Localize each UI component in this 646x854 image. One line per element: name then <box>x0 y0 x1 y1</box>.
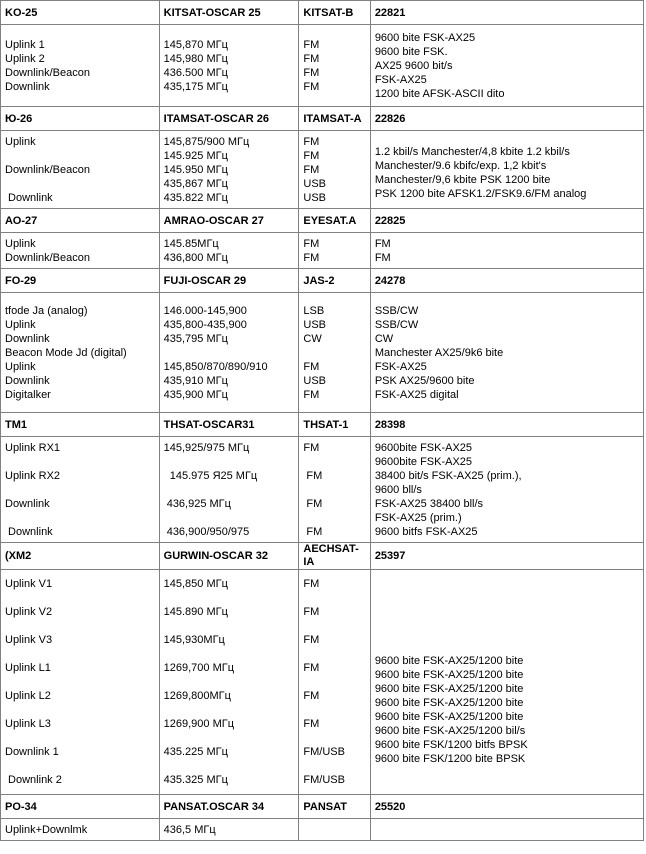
cell-line: PSK AX25/9600 bite <box>374 374 475 387</box>
cell-line: Uplink L2 <box>5 690 51 702</box>
satellite-details-row <box>1 437 644 543</box>
cell-line: Uplink <box>5 360 36 373</box>
satellite-designation: AECHSAT-IA <box>299 543 370 570</box>
cell-line: Uplink RX1 <box>5 441 61 454</box>
satellite-header-row <box>1 107 644 131</box>
cell-line: USB <box>303 191 326 204</box>
frequency-list <box>159 25 299 107</box>
cell-line: Downlink/Beacon <box>5 66 90 79</box>
satellite-name: KITSAT-OSCAR 25 <box>159 1 299 25</box>
mode-list <box>370 819 643 841</box>
link-list <box>1 819 160 841</box>
frequency-list <box>159 131 299 209</box>
cell-line: 1269,800МГц <box>163 690 231 702</box>
cell-line: Beacon Mode Jd (digital) <box>5 346 127 359</box>
cell-line: 1269,700 МГц <box>163 662 234 674</box>
cell-line: FM <box>303 388 320 401</box>
cell-line: 435,800-435,900 <box>163 318 247 331</box>
cell-line: 436,925 МГц <box>163 497 231 510</box>
mode-list <box>370 437 643 543</box>
mode-list <box>370 131 643 209</box>
cell-line: 435,175 МГц <box>163 80 228 93</box>
cell-line: 9600bite FSK-AX25 <box>374 441 473 454</box>
cell-line: 435.225 МГц <box>163 746 228 758</box>
satellite-details-row <box>1 570 644 795</box>
satellite-code: KO-25 <box>1 1 160 25</box>
cell-line: USB <box>303 177 326 190</box>
cell-line: 436,900/950/975 <box>163 525 250 538</box>
cell-line: 145,870 МГц <box>163 38 228 51</box>
cell-line: FSK-AX25 digital <box>374 388 459 401</box>
cell-line: Uplink V2 <box>5 606 53 618</box>
cell-line: 9600 bite FSK. <box>374 45 448 58</box>
frequency-list <box>159 819 299 841</box>
cell-line: 9600 bite FSK/1200 bite BPSK <box>374 753 526 765</box>
frequency-list <box>159 570 299 795</box>
cell-line: FSK-AX25 38400 bll/s <box>374 497 484 510</box>
cell-line: Uplink 1 <box>5 38 45 51</box>
cell-line: 435,900 МГц <box>163 388 228 401</box>
satellite-header-row <box>1 795 644 819</box>
satellite-designation: PANSAT <box>299 795 370 819</box>
cell-line: 145,850 МГц <box>163 578 228 590</box>
satellite-code: (XM2 <box>1 543 160 570</box>
satellite-details-row <box>1 819 644 841</box>
cell-line <box>164 483 295 497</box>
cell-line: FM <box>303 251 320 264</box>
modulation-list <box>299 437 370 543</box>
cell-line: 9600 bite FSK-AX25/1200 bite <box>374 669 524 681</box>
cell-line: Uplink RX2 <box>5 469 61 482</box>
link-list <box>1 233 160 269</box>
norad-number: 22826 <box>370 107 643 131</box>
cell-line: Downlink/Beacon <box>5 163 90 176</box>
cell-line: Manchester/9.6 kbifc/exp. 1,2 kbit's <box>374 160 547 172</box>
satellite-designation: KITSAT-B <box>299 1 370 25</box>
cell-line: Uplink 2 <box>5 52 45 65</box>
cell-line: FM <box>303 237 320 250</box>
satellite-name: PANSAT.OSCAR 34 <box>159 795 299 819</box>
cell-line <box>5 177 155 191</box>
cell-line: 435,867 МГц <box>163 177 228 190</box>
cell-line: PSK 1200 bite AFSK1.2/FSK9.6/FM analog <box>374 188 587 200</box>
cell-line: LSB <box>303 304 325 317</box>
cell-line: CW <box>374 332 394 345</box>
cell-line: FSK-AX25 <box>374 73 427 86</box>
cell-line: 145,980 МГц <box>163 52 228 65</box>
cell-line: 1.2 kbil/s Manchester/4,8 kbite 1.2 kbil/s <box>374 146 570 158</box>
cell-line: Manchester AX25/9k6 bite <box>374 346 504 359</box>
cell-line: FM <box>303 52 320 65</box>
cell-line <box>5 455 155 469</box>
cell-line: FM <box>303 634 320 646</box>
satellite-code: АО-27 <box>1 209 160 233</box>
cell-line: 436.500 МГц <box>163 66 228 79</box>
cell-line: 9600bite FSK-AX25 <box>374 455 473 468</box>
satellite-details-row <box>1 25 644 107</box>
cell-line: FM <box>303 525 323 538</box>
cell-line: FM <box>303 690 320 702</box>
modulation-list <box>299 233 370 269</box>
cell-line <box>5 511 155 525</box>
cell-line: FM <box>303 662 320 674</box>
cell-line <box>5 149 155 163</box>
cell-line: 145,930МГц <box>163 634 225 646</box>
cell-line: Uplink <box>5 237 36 250</box>
cell-line: FM <box>303 606 320 618</box>
satellite-code: TM1 <box>1 413 160 437</box>
cell-line <box>164 346 295 360</box>
cell-line <box>303 455 365 469</box>
cell-line <box>375 823 639 837</box>
link-list <box>1 570 160 795</box>
cell-line: FM <box>303 497 323 510</box>
cell-line: Downlink 1 <box>5 746 59 758</box>
link-list <box>1 131 160 209</box>
cell-line: FM <box>303 441 320 454</box>
cell-line: USB <box>303 318 326 331</box>
satellite-header-row <box>1 209 644 233</box>
cell-line: Uplink L3 <box>5 718 51 730</box>
cell-line: 1269,900 МГц <box>163 718 234 730</box>
link-list <box>1 437 160 543</box>
cell-line: 9600 bite FSK/1200 bitfs BPSK <box>374 739 528 751</box>
satellite-name: FUJI-OSCAR 29 <box>159 269 299 293</box>
frequency-list <box>159 233 299 269</box>
mode-list <box>370 233 643 269</box>
cell-line: 38400 bit/s FSK-AX25 (prim.), <box>374 469 522 482</box>
cell-line: Downlink <box>5 497 50 510</box>
satellite-designation: ITAMSAT-A <box>299 107 370 131</box>
cell-line <box>303 511 365 525</box>
mode-list <box>370 570 643 795</box>
cell-line: 9600 bitfs FSK-AX25 <box>374 525 478 538</box>
cell-line <box>303 483 365 497</box>
cell-line: 436,800 МГц <box>163 251 228 264</box>
satellite-designation: EYESAT.A <box>299 209 370 233</box>
satellite-header-row <box>1 1 644 25</box>
cell-line: Downlink/Beacon <box>5 251 90 264</box>
satellite-details-row <box>1 131 644 209</box>
satellite-designation: JAS-2 <box>299 269 370 293</box>
satellite-name: ITAMSAT-OSCAR 26 <box>159 107 299 131</box>
cell-line: FM <box>303 469 323 482</box>
cell-line: 435.822 МГц <box>163 191 228 204</box>
frequency-list <box>159 437 299 543</box>
cell-line: FM <box>303 578 320 590</box>
cell-line: Downlink <box>5 374 50 387</box>
mode-list <box>370 25 643 107</box>
satellite-name: THSAT-OSCAR31 <box>159 413 299 437</box>
cell-line: FM <box>303 360 320 373</box>
satellite-header-row <box>1 543 644 570</box>
cell-line: Digitalker <box>5 388 51 401</box>
cell-line: 1200 bite AFSK-ASCII dito <box>374 87 505 100</box>
cell-line: 145.975 Я25 МГц <box>163 469 258 482</box>
cell-line: Uplink V3 <box>5 634 53 646</box>
cell-line: SSB/CW <box>374 318 419 331</box>
cell-line: 9600 bite FSK-AX25 <box>374 31 476 44</box>
cell-line: 145.925 МГц <box>163 149 228 162</box>
cell-line: FM <box>303 718 320 730</box>
cell-line: Uplink <box>5 135 36 148</box>
cell-line: FSK-AX25 (prim.) <box>374 511 462 524</box>
cell-line: Downlink <box>5 332 50 345</box>
norad-number: 25520 <box>370 795 643 819</box>
cell-line: FM <box>303 149 320 162</box>
cell-line: 435,910 МГц <box>163 374 228 387</box>
cell-line: 9600 bll/s <box>374 483 422 496</box>
frequency-list <box>159 293 299 413</box>
cell-line: tfode Ja (analog) <box>5 304 88 317</box>
cell-line: Downlink 2 <box>5 774 62 786</box>
norad-number: 24278 <box>370 269 643 293</box>
link-list <box>1 25 160 107</box>
mode-list <box>370 293 643 413</box>
cell-line: Uplink <box>5 318 36 331</box>
modulation-list <box>299 131 370 209</box>
modulation-list <box>299 25 370 107</box>
cell-line: FM <box>303 38 320 51</box>
cell-line: 145.85МГц <box>163 237 219 250</box>
cell-line: FM <box>303 163 320 176</box>
cell-line: 9600 bite FSK-AX25/1200 bil/s <box>374 725 526 737</box>
cell-line: 145,925/975 МГц <box>163 441 250 454</box>
satellite-name: AMRAO-OSCAR 27 <box>159 209 299 233</box>
cell-line: 145.890 МГц <box>163 606 228 618</box>
cell-line: 145.950 МГц <box>163 163 228 176</box>
cell-line: Uplink+Downlmk <box>5 823 88 836</box>
cell-line: FM/USB <box>303 746 345 758</box>
satellite-code: PO-34 <box>1 795 160 819</box>
norad-number: 22821 <box>370 1 643 25</box>
satellite-designation: THSAT-1 <box>299 413 370 437</box>
cell-line: 145,850/870/890/910 <box>163 360 268 373</box>
cell-line: 145,875/900 МГц <box>163 135 250 148</box>
norad-number: 28398 <box>370 413 643 437</box>
cell-line: AX25 9600 bit/s <box>374 59 453 72</box>
satellite-code: Ю-26 <box>1 107 160 131</box>
satellite-header-row <box>1 269 644 293</box>
cell-line: FM/USB <box>303 774 345 786</box>
cell-line: USB <box>303 374 326 387</box>
cell-line: 436,5 МГц <box>163 823 216 836</box>
cell-line: FSK-AX25 <box>374 360 427 373</box>
cell-line: Uplink L1 <box>5 662 51 674</box>
satellite-details-row <box>1 233 644 269</box>
cell-line: 146.000-145,900 <box>163 304 247 317</box>
satellite-code: FO-29 <box>1 269 160 293</box>
cell-line: Uplink V1 <box>5 578 53 590</box>
satellite-header-row <box>1 413 644 437</box>
cell-line: FM <box>303 66 320 79</box>
cell-line: Downlink <box>5 80 50 93</box>
cell-line: 9600 bite FSK-AX25/1200 bite <box>374 683 524 695</box>
cell-line: FM <box>303 135 320 148</box>
satellite-details-row <box>1 293 644 413</box>
cell-line <box>303 823 365 837</box>
cell-line: SSB/CW <box>374 304 419 317</box>
modulation-list <box>299 819 370 841</box>
cell-line: FM <box>374 251 391 264</box>
cell-line: FM <box>374 237 391 250</box>
cell-line: 435,795 МГц <box>163 332 228 345</box>
cell-line: FM <box>303 80 320 93</box>
modulation-list <box>299 570 370 795</box>
cell-line <box>164 455 295 469</box>
satellite-name: GURWIN-OSCAR 32 <box>159 543 299 570</box>
cell-line: Downlink <box>5 525 53 538</box>
cell-line <box>5 483 155 497</box>
cell-line: 435.325 МГц <box>163 774 228 786</box>
cell-line: 9600 bite FSK-AX25/1200 bite <box>374 711 524 723</box>
cell-line <box>303 346 365 360</box>
norad-number: 22825 <box>370 209 643 233</box>
cell-line: 9600 bite FSK-AX25/1200 bite <box>374 697 524 709</box>
cell-line <box>164 511 295 525</box>
cell-line: Downlink <box>5 191 53 204</box>
cell-line: 9600 bite FSK-AX25/1200 bite <box>374 655 524 667</box>
modulation-list <box>299 293 370 413</box>
cell-line: Manchester/9,6 kbite PSK 1200 bite <box>374 174 551 186</box>
norad-number: 25397 <box>370 543 643 570</box>
cell-line: CW <box>303 332 322 345</box>
link-list <box>1 293 160 413</box>
